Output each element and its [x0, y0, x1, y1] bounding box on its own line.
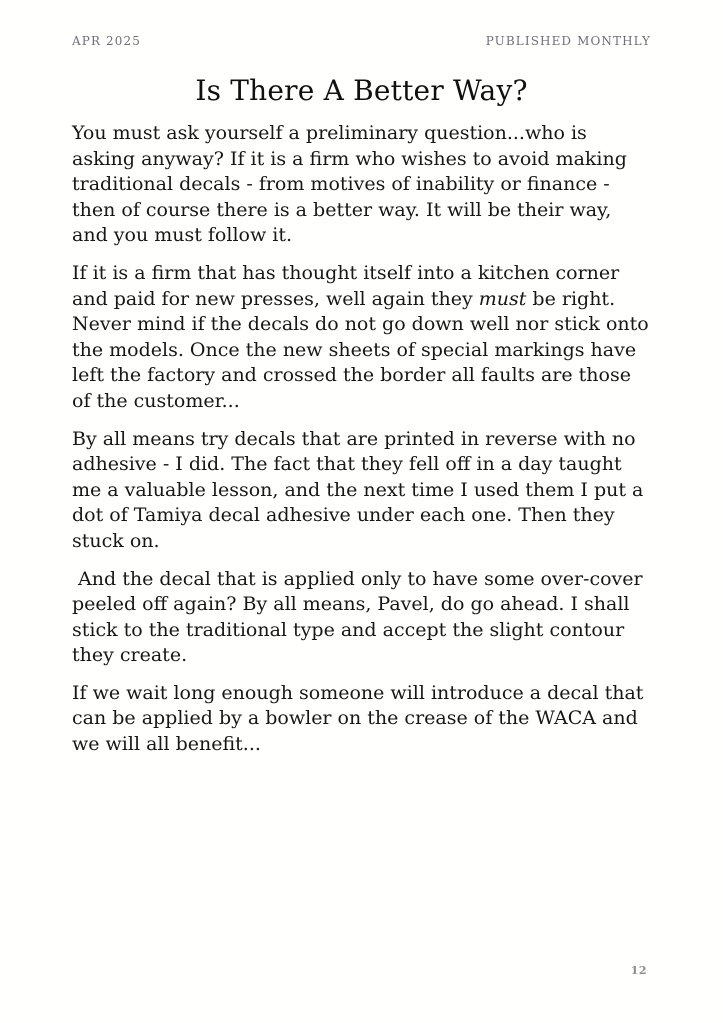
- article-paragraph: [72, 121, 651, 249]
- page-number: 12: [630, 964, 647, 977]
- article-paragraph: [72, 261, 655, 415]
- issue-date: APR 2025: [72, 34, 141, 48]
- paragraph-text-italic: must: [478, 287, 527, 310]
- article-paragraph: [72, 567, 651, 669]
- paragraph-text: If it is a firm that has thought itself into a kitchen corner and paid for new presses, well again they: [72, 261, 626, 310]
- page-header: [72, 34, 651, 48]
- article-body: [72, 121, 655, 758]
- paragraph-text: If we wait long enough someone will introduce a decal that can be applied by a bowler on the crease of the WACA and we will all benefit...: [72, 681, 650, 756]
- paragraph-text: be right. Never mind if the decals do not go down well nor stick onto the models. Once the new sheets of special markings have left the factory and crossed the border all faults are those of the customer...: [72, 287, 655, 412]
- publication-frequency: PUBLISHED MONTHLY: [485, 34, 651, 48]
- article-paragraph: [72, 427, 651, 555]
- article-paragraph: [72, 681, 651, 758]
- article-title: Is There A Better Way?: [195, 74, 528, 107]
- paragraph-text: By all means try decals that are printed in reverse with no adhesive - I did. The fact that they fell off in a day taught me a valuable lesson, and the next time I used them I put a dot of Tamiya decal adhesive under each one. Then they stuck on.: [72, 427, 650, 552]
- paragraph-text: And the decal that is applied only to have some over-cover peeled off again? By all means, Pavel, do go ahead. I shall stick to the traditional type and accept the slight contour they create.: [72, 567, 649, 667]
- paragraph-text: You must ask yourself a preliminary question...who is asking anyway? If it is a firm who wishes to avoid making traditional decals - from motives of inability or finance - then of course there is a better way. It will be their way, and you must follow it.: [72, 122, 633, 247]
